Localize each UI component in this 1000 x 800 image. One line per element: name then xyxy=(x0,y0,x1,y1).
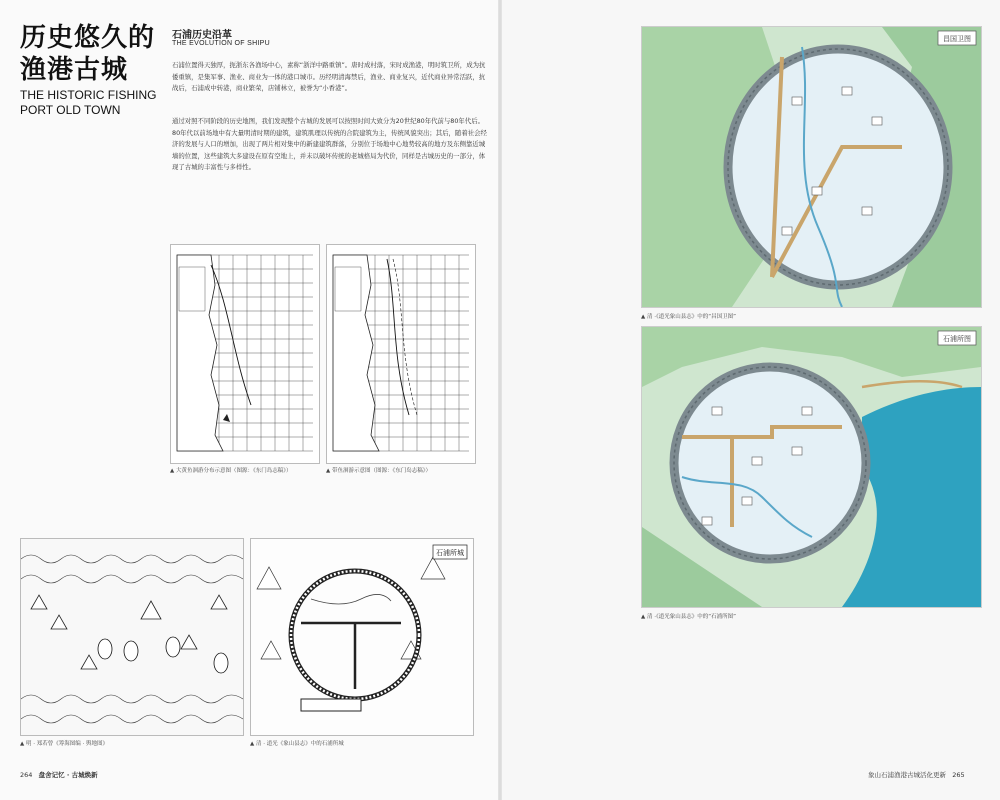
qing-shipu-fortress-map-bw xyxy=(250,538,474,736)
right-top-caption: ▲ 清 ·《道光象山县志》中的“昌国卫图” xyxy=(641,314,736,320)
map2-caption: ▲ 带鱼洄游示意图（图源：《东门岛志稿》） xyxy=(326,468,431,474)
section-title-en: THE EVOLUTION OF SHIPU xyxy=(172,40,270,47)
migration-map-yellow-croaker xyxy=(170,244,320,464)
map1-caption: ▲ 大黄鱼洄游分布示意图（图源：《东门岛志稿》） xyxy=(170,468,292,474)
migration-map-hairtail xyxy=(326,244,476,464)
folio-right xyxy=(868,770,965,779)
page-gutter xyxy=(498,0,502,800)
page-title-cn: 历史悠久的渔港古城 xyxy=(20,23,156,85)
section-title-cn: 石浦历史沿革 xyxy=(172,30,232,41)
changguo-wei-map-color xyxy=(641,26,982,308)
body-paragraph-2: 通过对照不同阶段的历史地图，我们发现整个古城的发展可以按照时间大致分为20世纪80年代前与80年代后。80年代以前场地中有大量明清时期的建筑，建筑肌理以传统的合院建筑为主，传统风貌突出；其后，随着社会经济的发展与人口的增加，出现了两片相对集中的新建建筑群落，分别位于场地中心地势较高的地方及东侧靠近城墙的位置，这些建筑大多建设在原有空地上，并未以破坏传统的老城格局为代价，同样是古城历史的一部分，体现了古城的丰富性与多样性。 xyxy=(172,117,487,171)
folio-left-number: 264 xyxy=(20,771,33,779)
folio-left-text: 盘舍记忆 · 古城焕新 xyxy=(38,771,98,779)
map3-caption: ▲ 明 · 郑若曾《筹海图编 · 舆地图》 xyxy=(20,741,108,747)
folio-right-number: 265 xyxy=(952,771,965,779)
inset-label-top: 昌国卫图 xyxy=(943,35,971,43)
page-title-en: THE HISTORIC FISHING PORT OLD TOWN xyxy=(20,88,157,117)
ming-coastal-map xyxy=(20,538,244,736)
folio-right-text: 象山石浦渔港古城活化更新 xyxy=(868,771,946,779)
inset-label-bw: 石浦所城 xyxy=(436,549,464,557)
shipu-suo-map-color xyxy=(641,326,982,608)
folio-left xyxy=(20,770,98,779)
body-paragraph-1: 石浦位置得天独厚，扼浙东各渔场中心，素称“浙洋中路重镇”。唐时成村落，宋时成渔港，明时筑卫所，成为抗倭重镇，是集军事、渔业、商业为一体的港口城市。历经明清海禁后，渔业、商业复兴，近代商业异常活跃，抗战后，石浦成中转港，商业繁荣，店铺林立，被誉为“小香港”。 xyxy=(172,61,486,92)
right-bottom-caption: ▲ 清 ·《道光象山县志》中的“石浦所图” xyxy=(641,614,736,620)
map4-caption: ▲ 清 · 道光《象山县志》中的石浦所城 xyxy=(250,741,344,747)
inset-label-bottom: 石浦所图 xyxy=(943,335,971,343)
